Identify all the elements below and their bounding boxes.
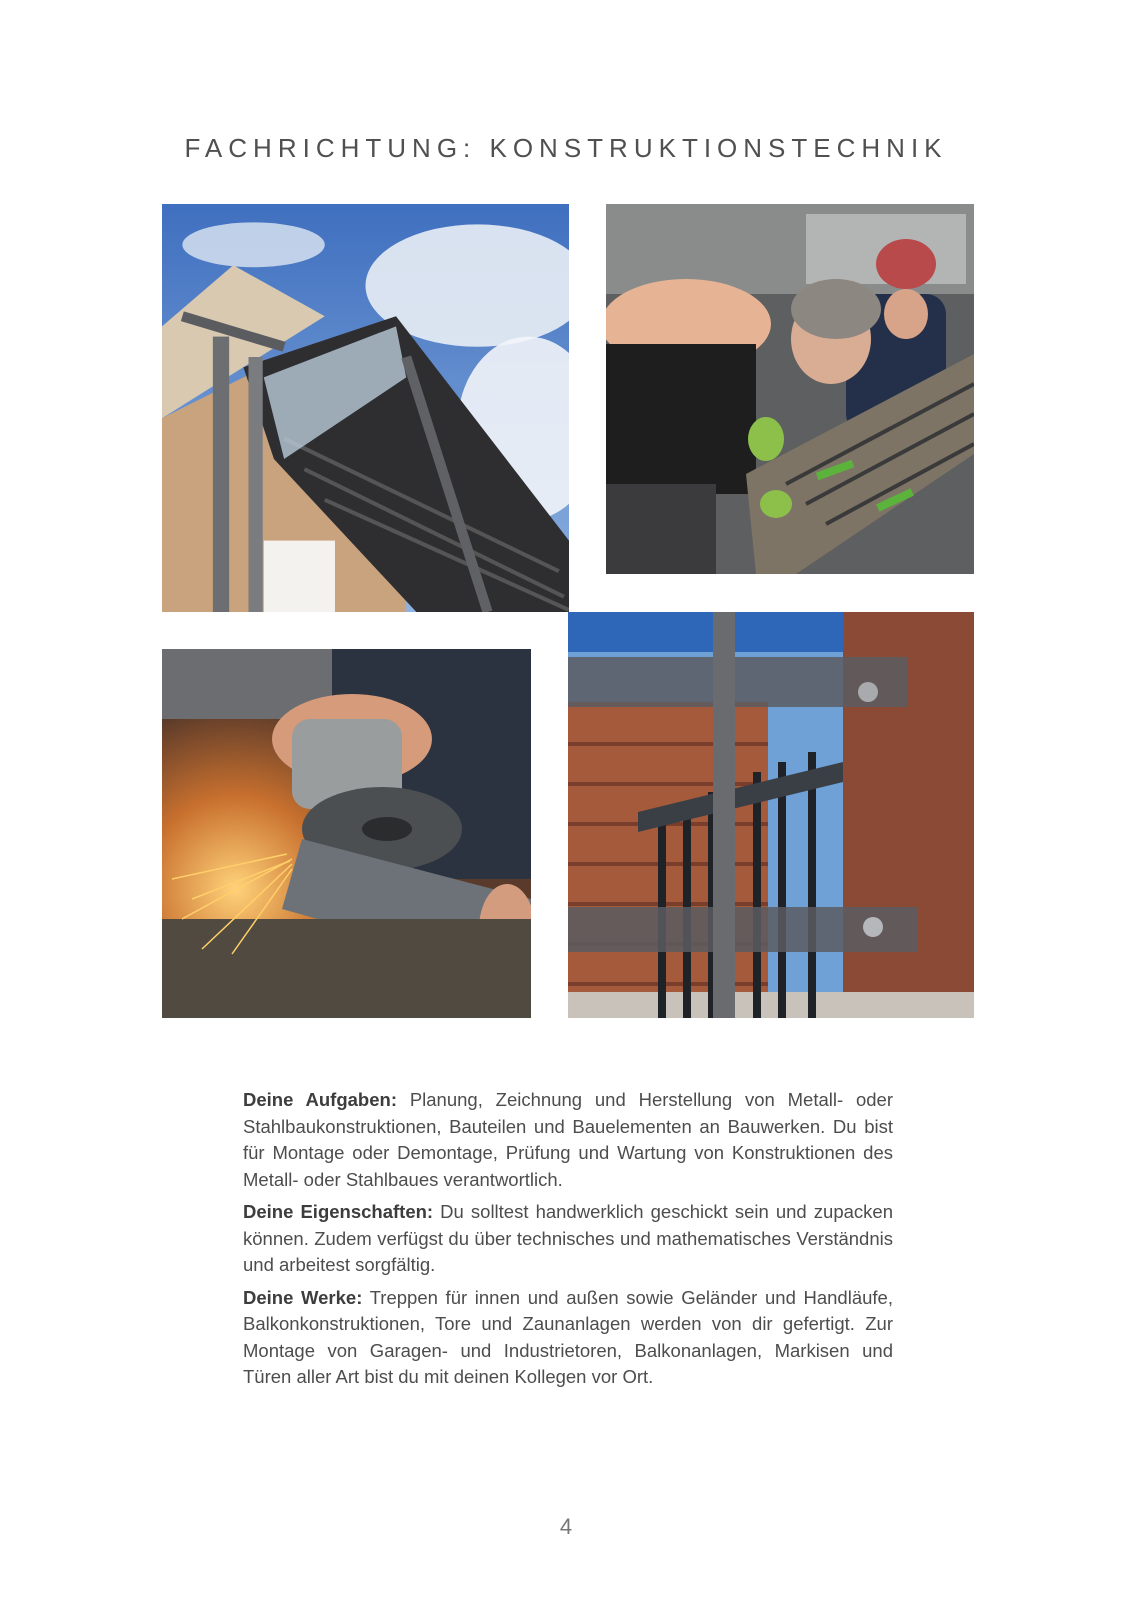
works-text: Treppen für innen und außen sowie Geländer und Handläufe, Balkonkonstruktionen, Tore und Zaunanlagen werden von dir gefertigt. Zur Montage von Garagen- und Industrietoren, Balkonanlagen, Markisen und Türen aller Art bist du mit deinen Kollegen vor Ort.: [243, 1286, 893, 1387]
traits-label: Deine Eigenschaften:: [243, 1201, 434, 1222]
workers-photo: [606, 204, 974, 574]
works-paragraph: [243, 1285, 893, 1391]
traits-paragraph: [243, 1199, 893, 1279]
description-text: [243, 1087, 893, 1397]
works-label: Deine Werke:: [243, 1286, 363, 1308]
balcony-photo: [162, 204, 569, 612]
tasks-text: Planung, Zeichnung und Herstellung von Metall- oder Stahlbaukonstruktionen, Bauteilen und Bauelementen an Bauwerken. Du bist für Montage oder Demontage, Prüfung und Wartung von Konstruktionen des Metall- oder Stahlbaues verantwortlich.: [243, 1089, 893, 1190]
fence-gate-photo: [568, 612, 974, 1018]
traits-text: Du solltest handwerklich geschickt sein und zupacken können. Zudem verfügst du über technisches und mathematisches Verständnis und arbeitest sorgfältig.: [243, 1201, 893, 1275]
page-number: 4: [559, 1514, 573, 1539]
tasks-label: Deine Aufgaben:: [243, 1089, 397, 1110]
page-title: FACHRICHTUNG: KONSTRUKTIONSTECHNIK: [184, 133, 948, 163]
angle-grinder-photo: [162, 649, 531, 1018]
tasks-paragraph: [243, 1087, 893, 1193]
